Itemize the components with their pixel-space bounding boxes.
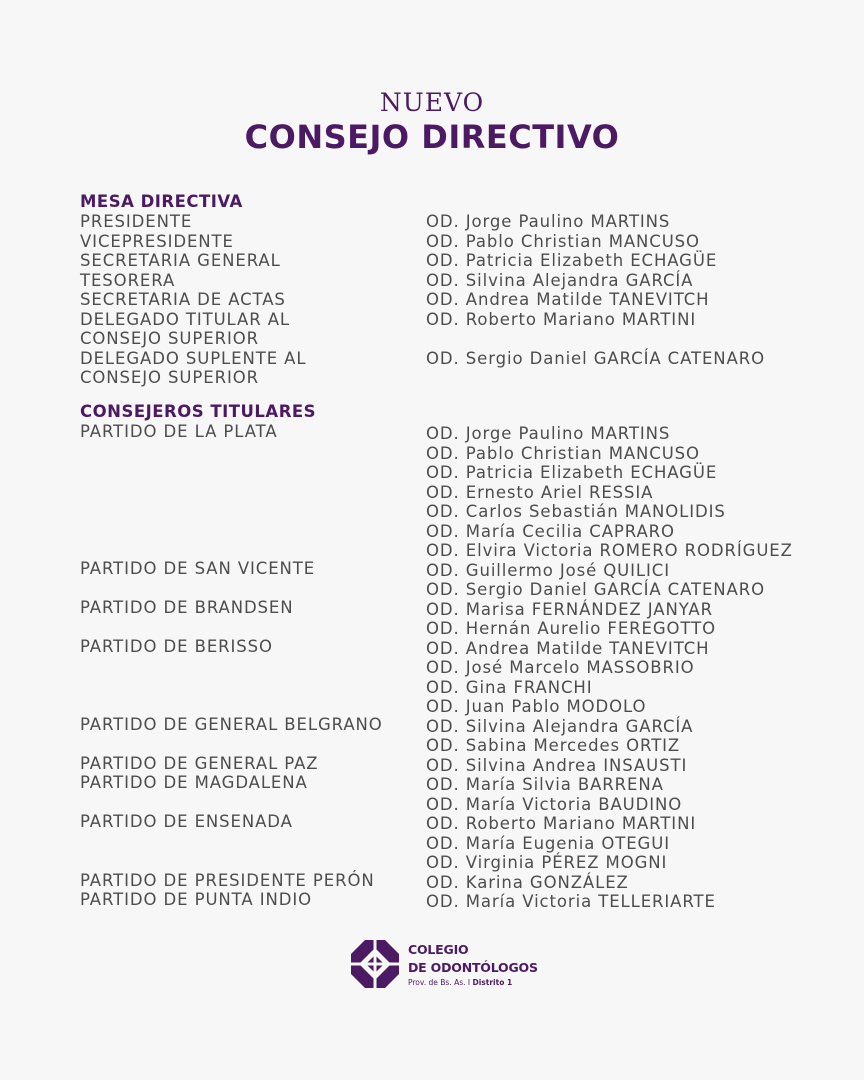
- mesa-member-name: OD. Patricia Elizabeth ECHAGÜE: [426, 251, 718, 270]
- mesa-role-label: CONSEJO SUPERIOR: [80, 329, 259, 348]
- mesa-role-label: SECRETARIA DE ACTAS: [80, 290, 286, 309]
- partido-label: PARTIDO DE PUNTA INDIO: [80, 890, 312, 909]
- partido-label: PARTIDO DE MAGDALENA: [80, 773, 308, 792]
- partido-label: PARTIDO DE GENERAL PAZ: [80, 753, 319, 773]
- mesa-member-name: OD. Sergio Daniel GARCÍA CATENARO: [426, 348, 765, 368]
- mesa-role-label: TESORERA: [80, 270, 176, 290]
- consejero-name: OD. Hernán Aurelio FEREGOTTO: [426, 619, 716, 638]
- partido-label: PARTIDO DE BRANDSEN: [80, 597, 294, 617]
- consejero-name: OD. Sabina Mercedes ORTIZ: [426, 736, 681, 755]
- logo-text-odontologos: DE ODONTÓLOGOS: [408, 960, 538, 975]
- mesa-role-label: PRESIDENTE: [80, 212, 193, 231]
- consejero-name: OD. Silvina Andrea INSAUSTI: [426, 755, 688, 775]
- mesa-role-label: DELEGADO TITULAR AL: [80, 309, 291, 329]
- mesa-role-label: CONSEJO SUPERIOR: [80, 368, 259, 387]
- consejero-name: OD. Silvina Alejandra GARCÍA: [426, 716, 694, 736]
- title-consejo-directivo: CONSEJO DIRECTIVO: [244, 118, 620, 156]
- mesa-member-name: OD. Pablo Christian MANCUSO: [426, 231, 700, 251]
- colegio-logo: [351, 940, 538, 990]
- mesa-role-label: DELEGADO SUPLENTE AL: [80, 348, 307, 368]
- logo-text-distrito: Prov. de Bs. As. I Distrito 1: [408, 978, 513, 987]
- partido-label: PARTIDO DE LA PLATA: [80, 422, 278, 441]
- consejero-name: OD. Andrea Matilde TANEVITCH: [426, 638, 710, 658]
- consejero-name: OD. María Victoria BAUDINO: [426, 794, 683, 814]
- mesa-role-label: SECRETARIA GENERAL: [80, 251, 281, 270]
- consejero-name: OD. Juan Pablo MODOLO: [426, 697, 647, 716]
- partido-label: PARTIDO DE PRESIDENTE PERÓN: [80, 870, 375, 890]
- mesa-member-name: OD. Silvina Alejandra GARCÍA: [426, 270, 694, 290]
- logo-text-colegio: COLEGIO: [408, 942, 469, 957]
- mesa-member-name: OD. Andrea Matilde TANEVITCH: [426, 290, 710, 309]
- consejero-name: OD. Sergio Daniel GARCÍA CATENARO: [426, 580, 765, 599]
- consejero-name: OD. Elvira Victoria ROMERO RODRÍGUEZ: [426, 541, 793, 560]
- consejero-name: OD. Roberto Mariano MARTINI: [426, 814, 697, 833]
- consejero-name: OD. Virginia PÉREZ MOGNI: [426, 853, 668, 872]
- partido-label: PARTIDO DE SAN VICENTE: [80, 558, 316, 578]
- consejero-name: OD. María Cecilia CAPRARO: [426, 521, 675, 541]
- mesa-member-name: OD. Jorge Paulino MARTINS: [426, 212, 671, 231]
- consejero-name: OD. Karina GONZÁLEZ: [426, 872, 629, 892]
- consejero-name: OD. Marisa FERNÁNDEZ JANYAR: [426, 599, 713, 619]
- consejero-name: OD. Carlos Sebastián MANOLIDIS: [426, 502, 726, 521]
- partido-label: PARTIDO DE BERISSO: [80, 636, 273, 656]
- consejero-name: OD. María Silvia BARRENA: [426, 775, 664, 794]
- consejero-name: OD. Patricia Elizabeth ECHAGÜE: [426, 463, 718, 482]
- partido-label: PARTIDO DE ENSENADA: [80, 812, 293, 831]
- mesa-member-name: OD. Roberto Mariano MARTINI: [426, 309, 697, 329]
- consejero-name: OD. Ernesto Ariel RESSIA: [426, 482, 654, 502]
- section-title-mesa: MESA DIRECTIVA: [80, 192, 243, 211]
- consejero-name: OD. María Victoria TELLERIARTE: [426, 892, 716, 911]
- consejero-name: OD. Gina FRANCHI: [426, 677, 593, 697]
- consejero-name: OD. José Marcelo MASSOBRIO: [426, 658, 695, 677]
- consejero-name: OD. María Eugenia OTEGUI: [426, 833, 670, 853]
- section-title-consejeros: CONSEJEROS TITULARES: [80, 402, 317, 421]
- partido-label: PARTIDO DE GENERAL BELGRANO: [80, 714, 383, 734]
- consejero-name: OD. Jorge Paulino MARTINS: [426, 424, 671, 443]
- colegio-logo-icon: [351, 940, 399, 988]
- consejero-name: OD. Pablo Christian MANCUSO: [426, 443, 700, 463]
- mesa-role-label: VICEPRESIDENTE: [80, 231, 234, 251]
- consejero-name: OD. Guillermo José QUILICI: [426, 560, 670, 580]
- title-nuevo: NUEVO: [379, 88, 485, 117]
